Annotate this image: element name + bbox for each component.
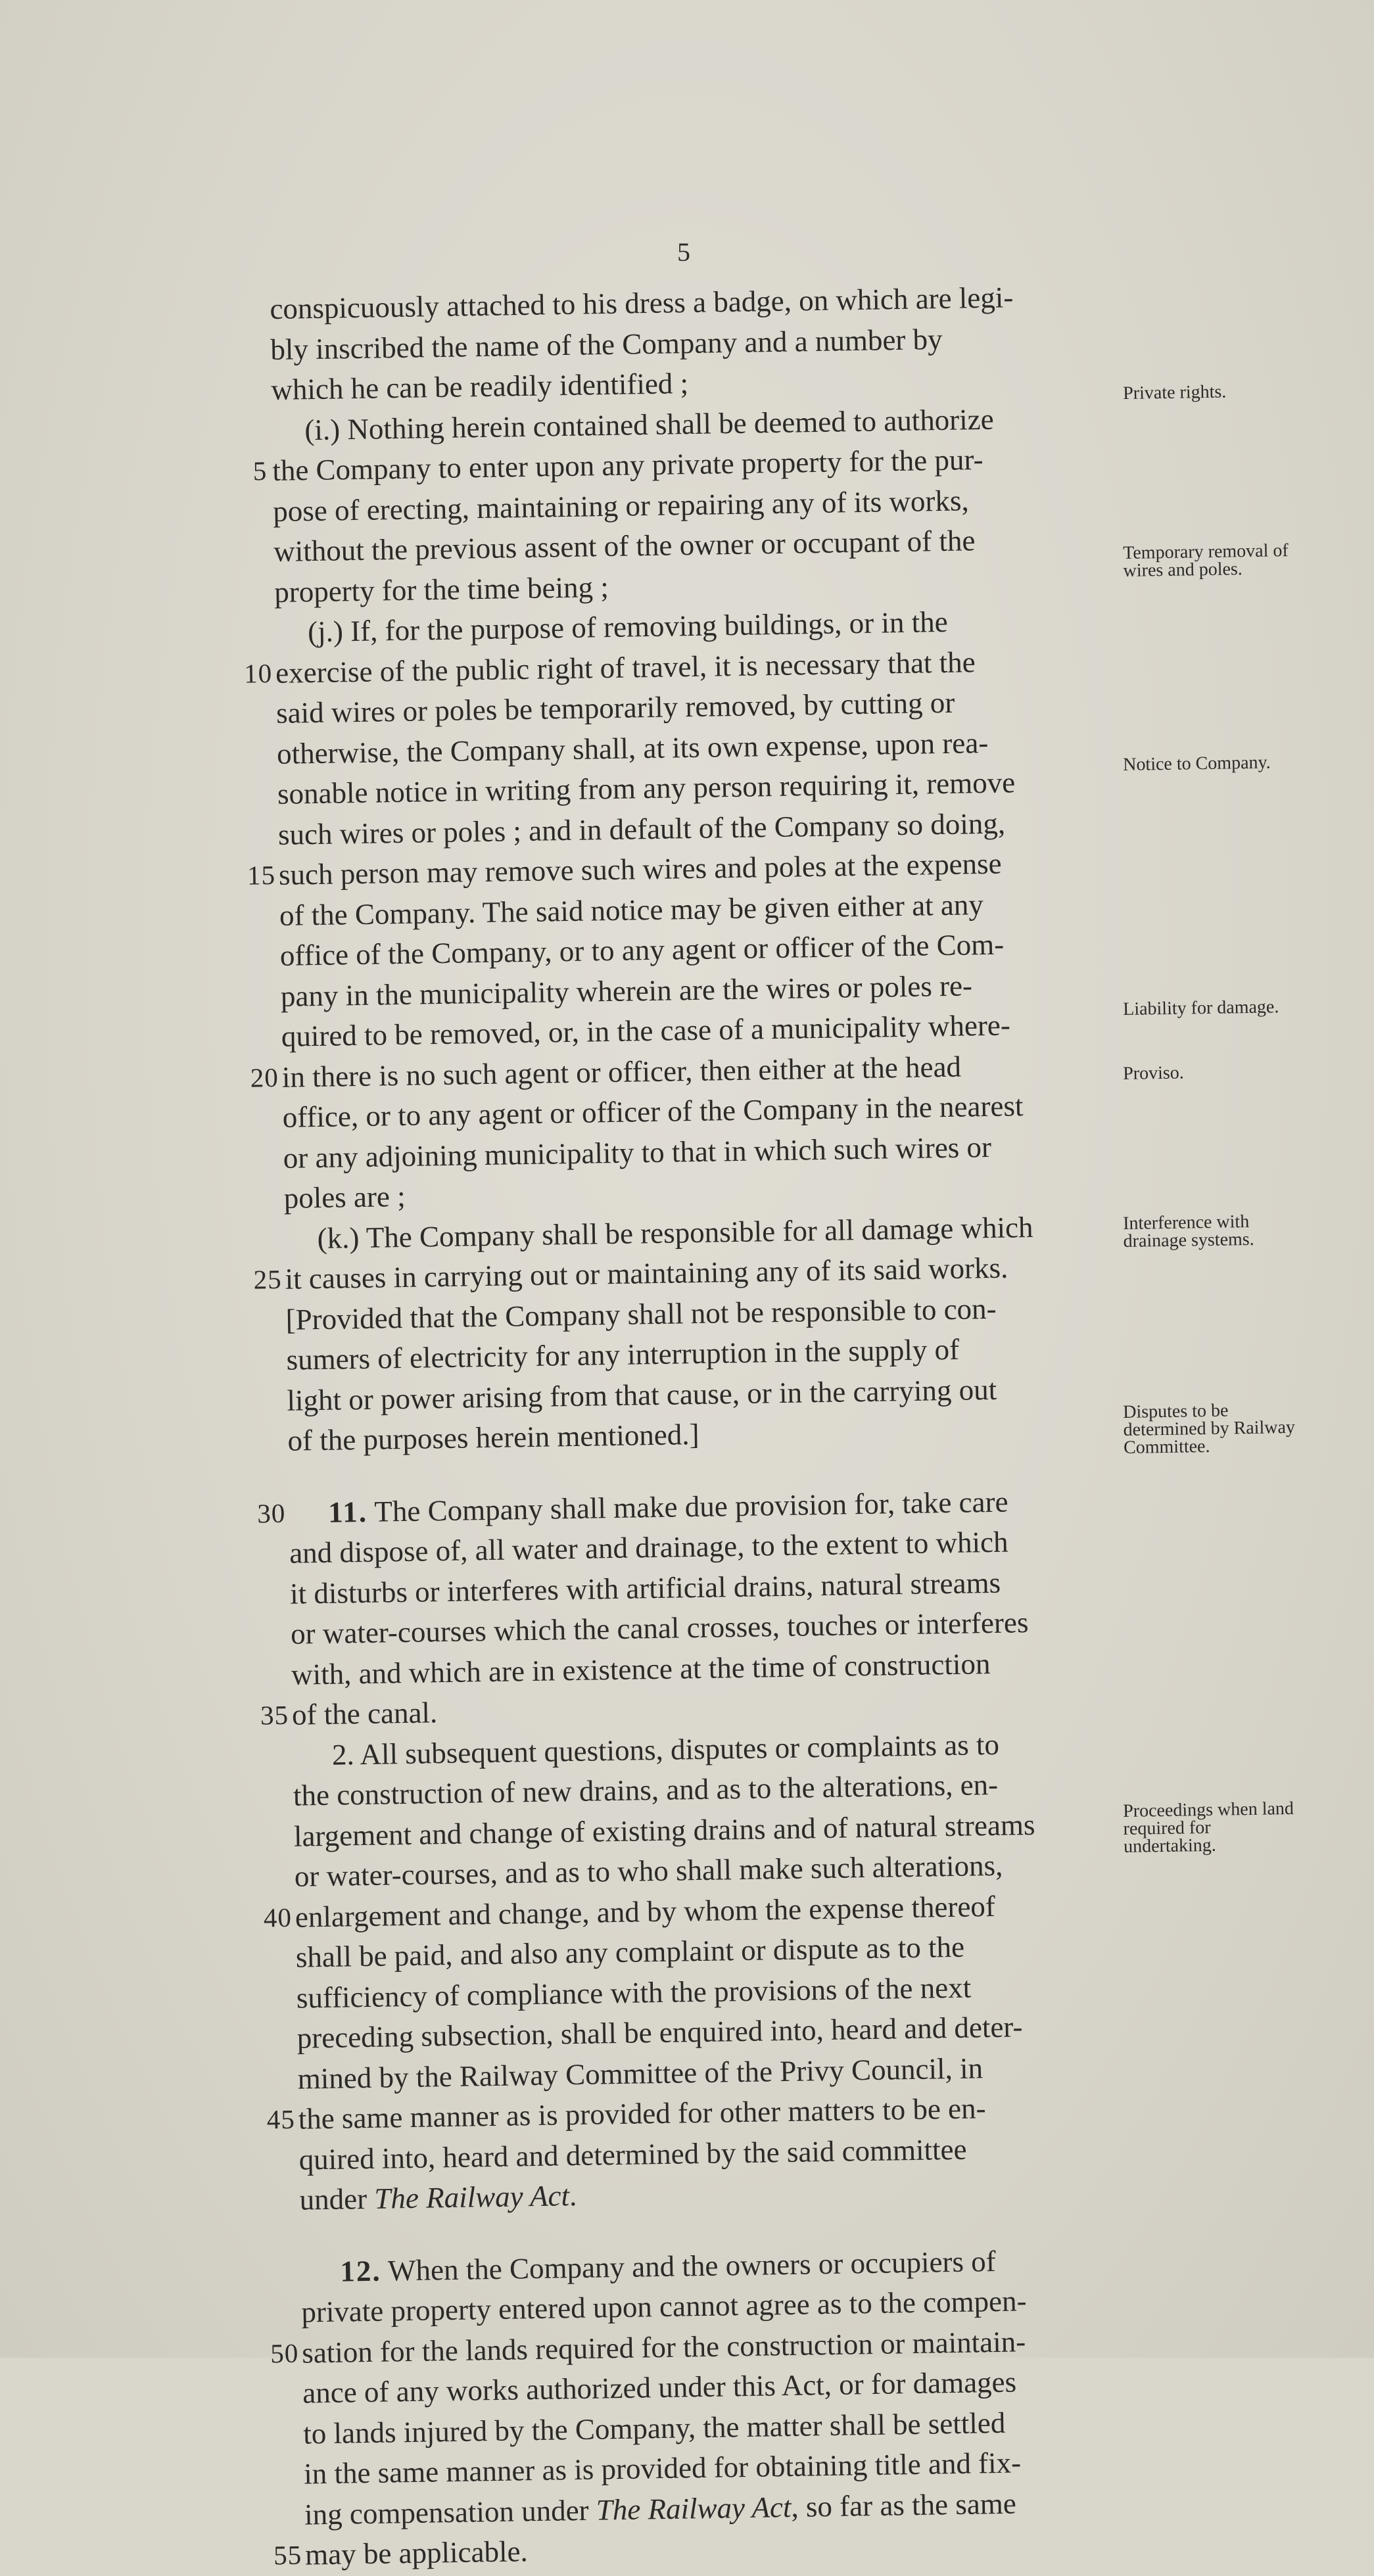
line-text: ance of any works authorized under this Act, or for damages [302,2365,1017,2410]
line-number: 45 [266,2103,296,2135]
line-text: private property entered upon cannot agree as to the compen- [300,2284,1027,2329]
side-note-disputes: Disputes to be determined by Railway Committee. [1122,1400,1296,1458]
line-number: 25 [253,1263,283,1295]
line-text: such person may remove such wires and poles at the expense [278,847,1002,891]
line-text: conspicuously attached to his dress a badge, on which are legi- [270,281,1014,325]
line-number: 20 [250,1062,279,1093]
line-text: (k.) The Company shall be responsible for all damage which [317,1210,1033,1255]
line-text: (i.) Nothing herein contained shall be deemed to authorize [304,402,995,446]
line-text: 2. All subsequent questions, disputes or complaints as to [331,1727,1000,1771]
line-text: it causes in carrying out or maintaining any of its said works. [285,1251,1008,1296]
line-text: of the purposes herein mentioned.] [287,1417,699,1457]
line-text: 12. When the Company and the owners or occupiers of [339,2244,997,2288]
line-text: with, and which are in existence at the time of construction [291,1647,991,1691]
line-text: light or power arising from that cause, or in the carrying out [287,1372,997,1417]
line-text: the construction of new drains, and as to the alterations, en- [293,1768,999,1812]
line-text: of the Company. The said notice may be given either at any [279,887,984,932]
line-text: the same manner as is provided for other matters to be en- [298,2092,986,2136]
side-note-temporary-removal: Temporary removal of wires and poles. [1122,540,1289,581]
line-text: or any adjoining municipality to that in which such wires or [283,1130,992,1175]
line-text: office of the Company, or to any agent or officer of the Com- [279,927,1005,972]
line-text: may be applicable. [304,2535,529,2571]
line-text: without the previous assent of the owner or occupant of the [273,524,976,568]
line-text: property for the time being ; [273,570,609,609]
line-text: of the canal. [291,1696,438,1731]
line-text: pany in the municipality wherein are the wires or poles re- [280,968,973,1013]
line-text: under The Railway Act. [299,2179,577,2216]
line-number: 15 [247,859,276,891]
line-text: pose of erecting, maintaining or repairing any of its works, [272,483,970,528]
line-text: otherwise, the Company shall, at its own expense, upon rea- [276,726,989,770]
line-text: sumers of electricity for any interruption in the supply of [286,1332,960,1376]
line-text: preceding subsection, shall be enquired into, heard and deter- [296,2010,1023,2055]
line-text: in the same manner as is provided for obtaining title and fix- [303,2446,1022,2491]
line-number: 30 [256,1497,286,1529]
line-text: said wires or poles be temporarily removed, by cutting or [275,686,955,730]
side-note-proceedings: Proceedings when land required for undertaking. [1122,1798,1294,1857]
line-text: enlargement and change, and by whom the expense thereof [295,1889,996,1934]
line-text: sonable notice in writing from any person requiring it, remove [277,766,1016,810]
line-text: such wires or poles ; and in default of the Company so doing, [277,807,1006,851]
line-text: [Provided that the Company shall not be responsible to con- [285,1292,997,1336]
line-text: sufficiency of compliance with the provisions of the next [296,1971,972,2015]
side-note-proviso: Proviso. [1122,1062,1185,1084]
line-text: sation for the lands required for the construction or maintain- [301,2324,1026,2370]
side-note-liability: Liability for damage. [1122,996,1279,1019]
line-text: or water-courses which the canal crosses, touches or interferes [290,1606,1029,1651]
line-text: largement and change of existing drains and of natural streams [293,1808,1035,1853]
line-number: 50 [270,2337,299,2368]
side-note-notice: Notice to Company. [1122,752,1271,775]
line-number: 35 [260,1699,289,1731]
line-text: mined by the Railway Committee of the Privy Council, in [297,2051,983,2096]
line-number: 55 [273,2539,302,2571]
line-text: ing compensation under The Railway Act, so far as the same [304,2487,1017,2531]
line-text: exercise of the public right of travel, it is necessary that the [275,645,976,690]
line-text: the Company to enter upon any private property for the pur- [272,442,983,487]
body-text [243,276,1153,2575]
line-text: and dispose of, all water and drainage, to the extent to which [289,1525,1008,1570]
line-text: 11. The Company shall make due provision for, take care [327,1485,1008,1529]
line-text: office, or to any agent or officer of the Company in the nearest [282,1089,1024,1134]
line-text: shall be paid, and also any complaint or dispute as to the [295,1930,965,1974]
line-number: 10 [243,657,273,689]
line-text: it disturbs or interferes with artificial drains, natural streams [289,1566,1001,1610]
line-text: quired into, heard and determined by the said committee [298,2132,967,2176]
line-text: which he can be readily identified ; [271,367,689,406]
line-text: quired to be removed, or, in the case of a municipality where- [281,1008,1011,1053]
line-number: 5 [252,456,268,486]
line-text: (j.) If, for the purpose of removing buildings, or in the [307,605,949,649]
line-text: bly inscribed the name of the Company and a number by [270,322,943,366]
line-number: 40 [263,1902,293,1932]
line-text: in there is no such agent or officer, then either at the head [281,1050,962,1094]
line-text: or water-courses, and as to who shall make such alterations, [294,1848,1003,1893]
side-note-interference: Interference with drainage systems. [1122,1211,1254,1252]
line-text: to lands injured by the Company, the matter shall be settled [302,2406,1006,2450]
line-text: poles are ; [283,1179,406,1215]
page-number: 5 [677,237,690,267]
side-note-private-rights: Private rights. [1122,381,1227,404]
